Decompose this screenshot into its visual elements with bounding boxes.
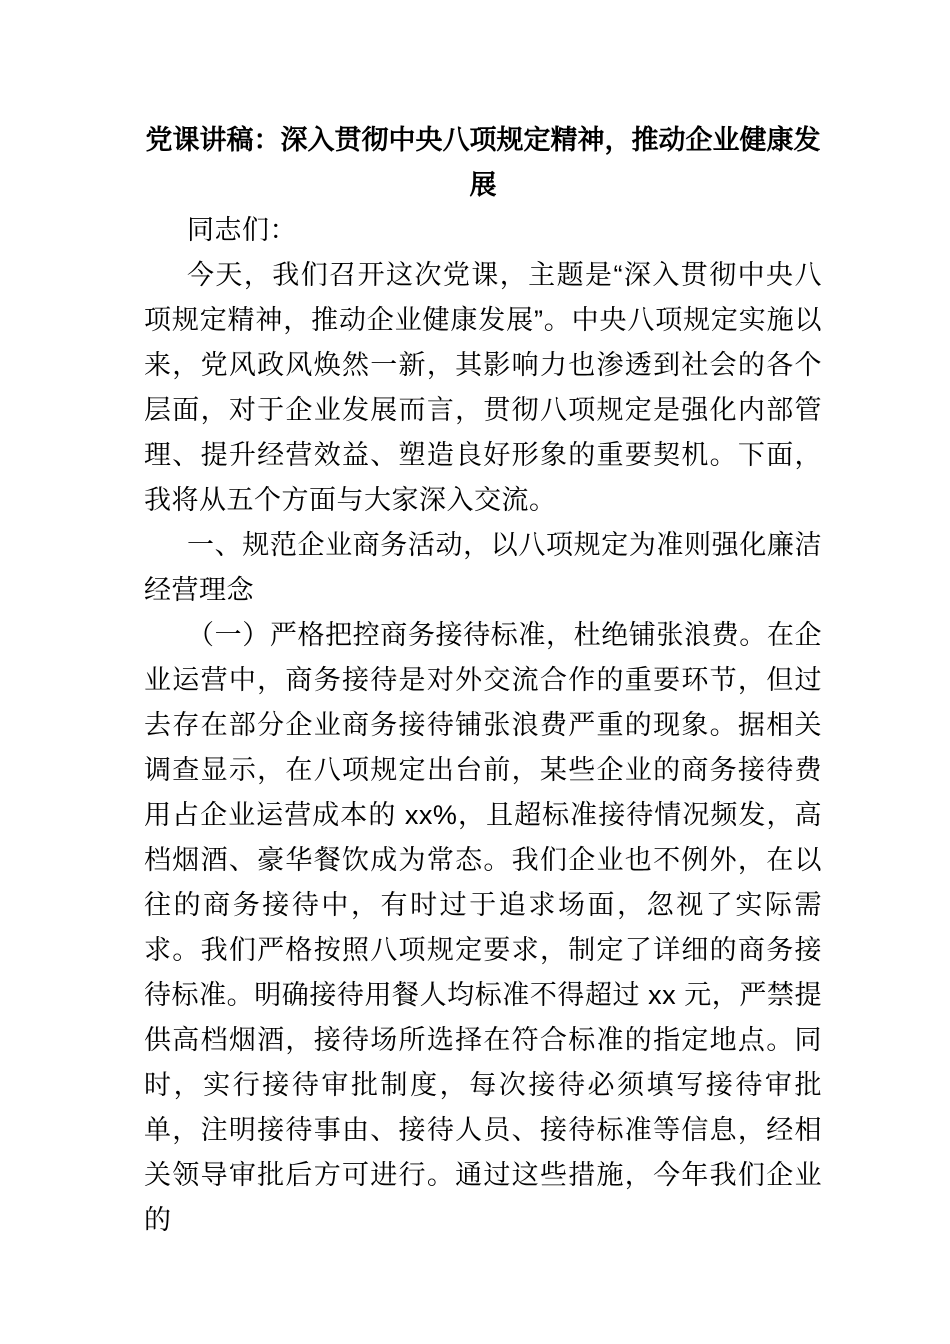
salutation-paragraph: 同志们： (187, 215, 297, 245)
subsection-one-paragraph: （一）严格把控商务接待标准，杜绝铺张浪费。在企业运营中，商务接待是对外交流合作的重要环节，但过去存在部分企业商务接待铺张浪费严重的现象。据相关调查显示，在八项规定出台前，某些企业的商务接待费用占企业运营成本的 xx%，且超标准接待情况频发，高档烟酒、豪华餐饮成为常态。我们企业也不例外，在以往的商务接待中，有时过于追求场面，忽视了实际需求。我们严格按照八项规定要求，制定了详细的商务接待标准。明确接待用餐人均标准不得超过 xx 元，严禁提供高档烟酒，接待场所选择在符合标准的指定地点。同时，实行接待审批制度，每次接待必须填写接待审批单，注明接待事由、接待人员、接待标准等信息，经相关领导审批后方可进行。通过这些措施，今年我们企业的 (144, 620, 822, 1235)
document-content (144, 118, 822, 1243)
intro-paragraph: 今天，我们召开这次党课，主题是“深入贯彻中央八项规定精神，推动企业健康发展”。中央八项规定实施以来，党风政风焕然一新，其影响力也渗透到社会的各个层面，对于企业发展而言，贯彻八项规定是强化内部管理、提升经营效益、塑造良好形象的重要契机。下面，我将从五个方面与大家深入交流。 (144, 260, 822, 515)
document-title-line-1: 党课讲稿：深入贯彻中央八项规定精神，推动企业健康发 (145, 125, 821, 155)
document-title-line-2: 展 (469, 170, 497, 200)
section-one-heading: 一、规范企业商务活动，以八项规定为准则强化廉洁经营理念 (144, 530, 822, 605)
document-title (144, 118, 822, 208)
